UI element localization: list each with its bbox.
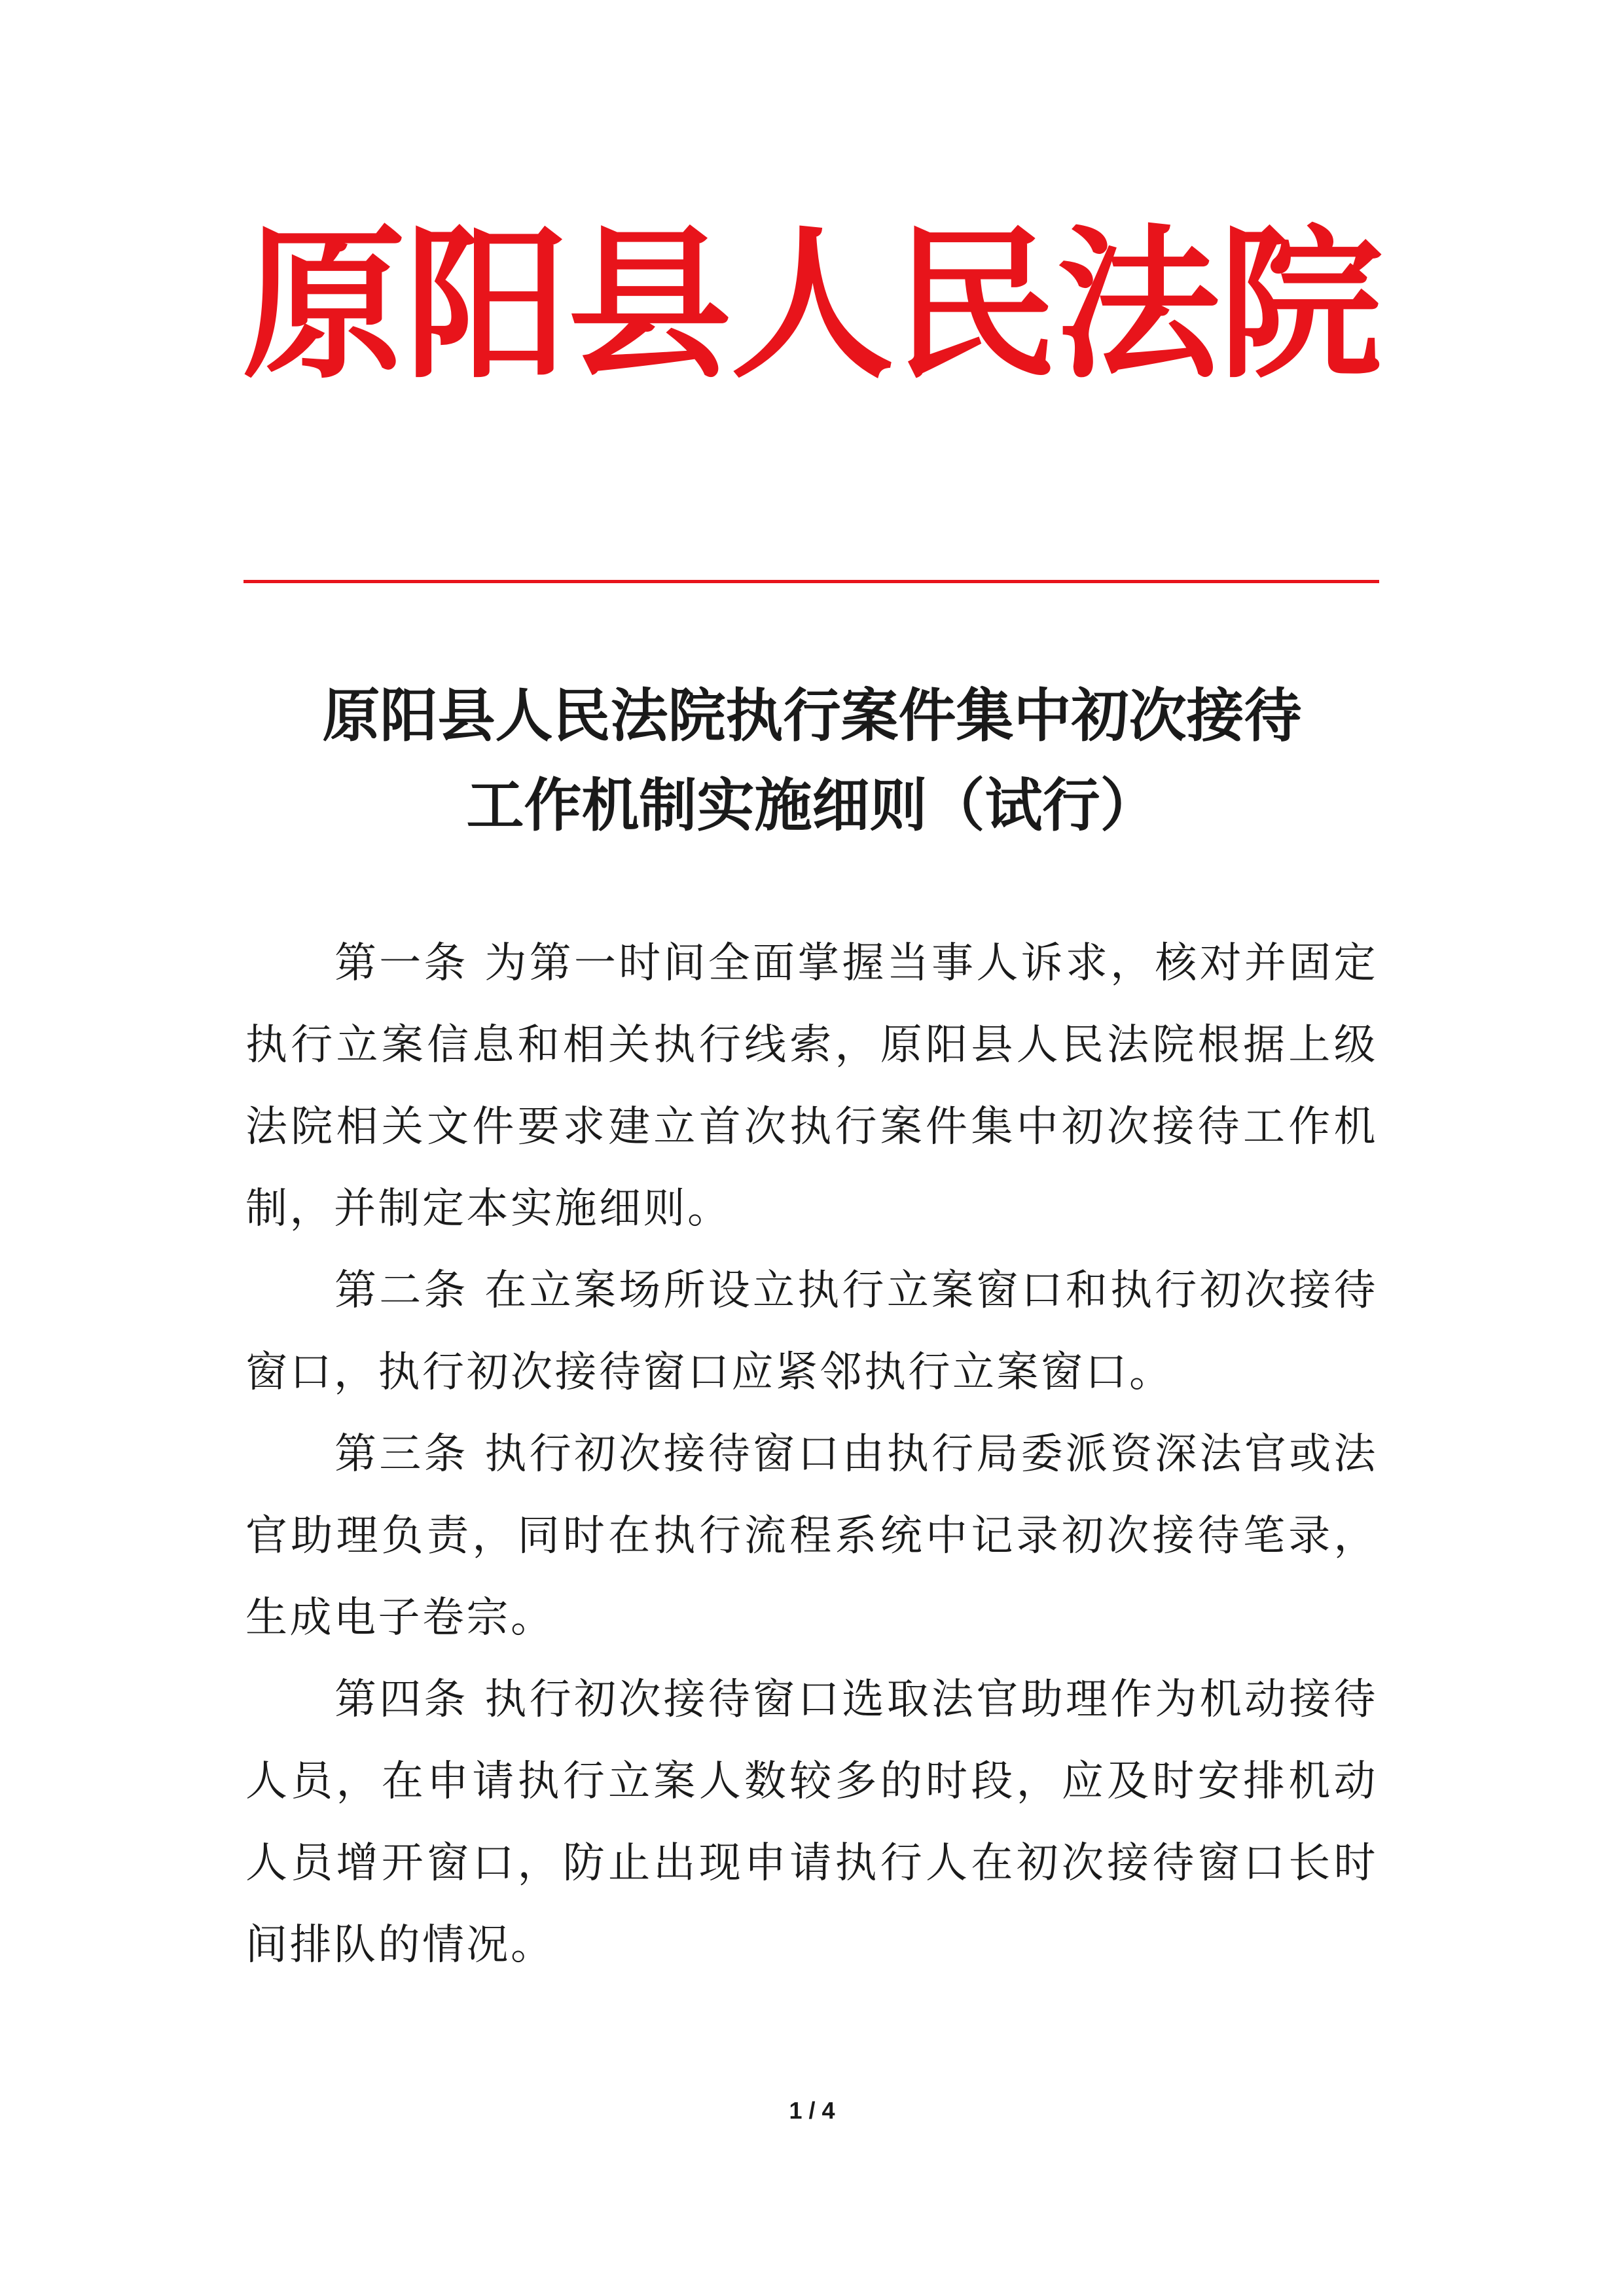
red-divider-line [244, 580, 1379, 583]
court-masthead: 原阳县人民法院 [242, 208, 1381, 401]
document-title-line-1: 原阳县人民法院执行案件集中初次接待 [322, 681, 1302, 749]
article-4: 第四条 执行初次接待窗口选取法官助理作为机动接待人员，在申请执行立案人数较多的时段，应及时安排机动人员增开窗口，防止出现申请执行人在初次接待窗口长时间排队的情况。 [245, 1676, 1378, 1969]
document-title [196, 671, 1428, 850]
article-1: 第一条 为第一时间全面掌握当事人诉求，核对并固定执行立案信息和相关执行线索，原阳县人民法院根据上级法院相关文件要求建立首次执行案件集中初次接待工作机制，并制定本实施细则。 [245, 939, 1378, 1233]
page-number: 1 / 4 [789, 2097, 835, 2124]
document-body [245, 923, 1378, 1986]
article-3: 第三条 执行初次接待窗口由执行局委派资深法官或法官助理负责，同时在执行流程系统中记录初次接待笔录，生成电子卷宗。 [245, 1430, 1378, 1642]
article-2: 第二条 在立案场所设立执行立案窗口和执行初次接待窗口，执行初次接待窗口应紧邻执行立案窗口。 [245, 1266, 1378, 1397]
document-title-line-2: 工作机制实施细则（试行） [466, 771, 1158, 839]
